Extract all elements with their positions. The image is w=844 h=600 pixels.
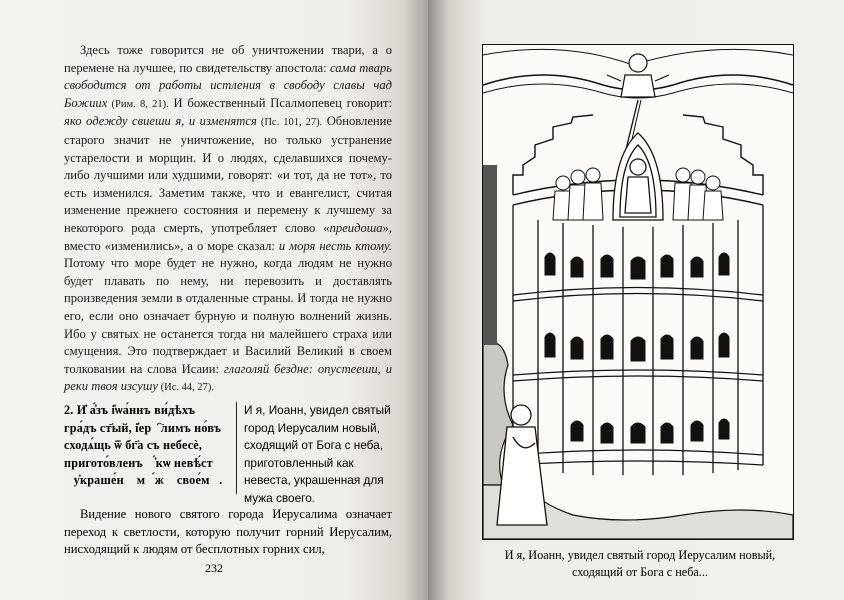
commentary-continuation	[64, 506, 392, 559]
citation-reference: (Пс. 101, 27).	[256, 117, 323, 129]
central-gate-figure	[613, 133, 663, 220]
verse-divider	[236, 402, 237, 494]
commentary-text	[64, 42, 392, 397]
page-number: 232	[205, 561, 223, 575]
text-segment: », вместо «изменились», а о море сказал:	[64, 220, 392, 253]
commentary-paragraph-2: Видение нового святого города Иерусалима означает переход к светлости, которую получит горний Иерусалим, нисходящий к людям от бесплотных горних сил,	[64, 507, 392, 557]
right-saints	[673, 168, 723, 220]
quotation-segment: преидоша	[329, 220, 383, 235]
commentary-paragraph	[64, 42, 392, 397]
icon-illustration-new-jerusalem	[482, 44, 794, 540]
text-segment: И божественный Псалмопевец говорит:	[168, 95, 392, 110]
quotation-segment: и моря несть ктому.	[278, 238, 392, 253]
caption-line-1: И я, Иоанн, увидел святый город Иерусалим новый,	[504, 548, 776, 562]
text-segment: Потому что море будет не нужно, когда людям не нужно будет плавать по нему, ни перевозить и доставлять произведения земли в отдаленные страны. И тогда не нужно его, если оно означает бурную и полную волнений жизнь. Ибо у святых не останется тогда ни малейшего страха или смущения. Это подтверждает и Василий Великий в своем толковании на слова Исаии:	[64, 256, 392, 376]
citation-reference: (Рим. 8, 21).	[107, 98, 169, 110]
citation-reference: (Ис. 44, 27).	[158, 382, 214, 394]
caption-line-2: сходящий от Бога с неба...	[572, 565, 708, 579]
quotation-segment: яко одежду свиеши я, и изменятся	[64, 114, 257, 129]
verse-slavonic-text: 2. И҆ а҆́зъ і҆ѡа́ннъ ви́дѣхъ гра́дъ ст҃ый, і҆ерⷭ҇лимъ но́въ сходѧ́щь ѿ бг҃а съ небесѐ, пригото́вленъ ꙗ҆́кѡ невѣ́стꙋ ᲂу҆краше́нꙋ мꙋ́жꙋ свое́мꙋ.	[64, 403, 223, 487]
quotation-segment: сама тварь свободится от работы истления в свободу славы чад Божиих	[64, 60, 393, 110]
verse-block	[64, 402, 394, 505]
text-segment: Здесь тоже говорится не об уничтожении твари, а о перемене на лучшее, по свидетельству апостола:	[64, 43, 392, 75]
left-saints	[553, 168, 603, 220]
illustration-caption	[470, 547, 810, 581]
quotation-segment: глаголяй бездне: опустееши, и реки твоя изсушу	[64, 361, 392, 394]
text-segment: Обновление старого значит не уничтожение, но только устранение устарелости и морщин. И о людях, сделавшихся почему-либо лучшими или худшими, говорят: «и тот, да не тот», то есть изменился. Заметим также, что и евангелист, считая изменение прежнего состояния и перемену к лучшему за некоторого рода смерть, употребляет слово «	[64, 114, 392, 235]
verse-russian-text: И я, Иоанн, увидел святый город Иерусалим новый, сходящий от Бога с неба, приготовленный как невеста, украшенная для мужа своего.	[244, 403, 391, 505]
engraving-image	[483, 45, 793, 539]
